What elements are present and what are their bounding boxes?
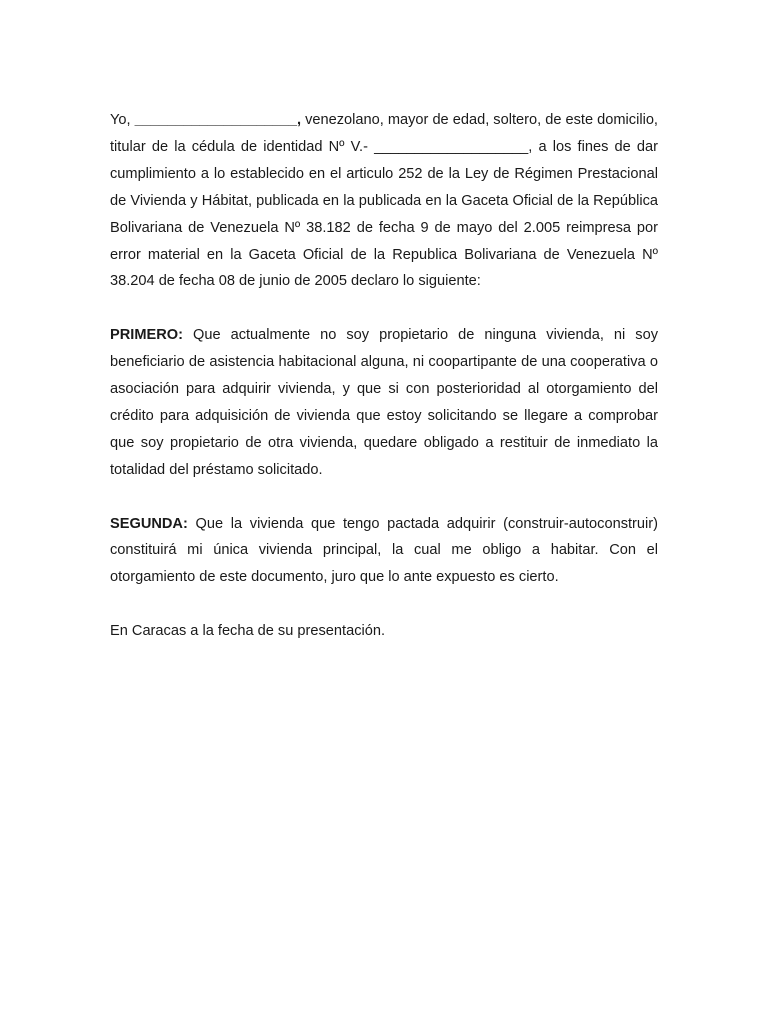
primero-paragraph: [110, 322, 658, 483]
intro-prefix: Yo,: [110, 112, 135, 128]
intro-paragraph: [110, 107, 658, 295]
paragraph-spacer: [110, 295, 658, 322]
closing-line: En Caracas a la fecha de su presentación.: [110, 623, 386, 640]
segunda-text: Que la vivienda que tengo pactada adquirir (construir-autoconstruir) constituirá mi única vivienda principal, la cual me obligo a habitar. Con el otorgamiento de este documento, juro que lo ante expuesto es cierto.: [110, 515, 658, 586]
primero-heading: PRIMERO:: [110, 327, 183, 344]
segunda-paragraph: [110, 511, 658, 592]
intro-text: venezolano, mayor de edad, soltero, de este domicilio, titular de la cédula de identidad Nº V.- ___________________, a los fines de dar cumplimiento a lo establecido en el articulo 252 de la Ley de Régimen Prestacional de Vivienda y Hábitat, publicada en la publicada en la Gaceta Oficial de la República Bolivariana de Venezuela Nº 38.182 de fecha 9 de mayo del 2.005 reimpresa por error material en la Gaceta Oficial de la Republica Bolivariana de Venezuela Nº 38.204 de fecha 08 de junio de 2005 declaro lo siguiente:: [110, 112, 658, 290]
document-body: [110, 107, 658, 645]
paragraph-spacer: [110, 591, 658, 618]
name-blank: ____________________,: [134, 112, 302, 128]
segunda-heading: SEGUNDA:: [110, 515, 188, 532]
primero-text: Que actualmente no soy propietario de ninguna vivienda, ni soy beneficiario de asistencia habitacional alguna, ni coopartipante de una cooperativa o asociación para adquirir vivienda, y que si con posterioridad al otorgamiento del crédito para adquisición de vivienda que estoy solicitando se llegare a comprobar que soy propietario de otra vivienda, quedare obligado a restituir de inmediato la totalidad del préstamo solicitado.: [110, 327, 658, 478]
paragraph-spacer: [110, 484, 658, 511]
